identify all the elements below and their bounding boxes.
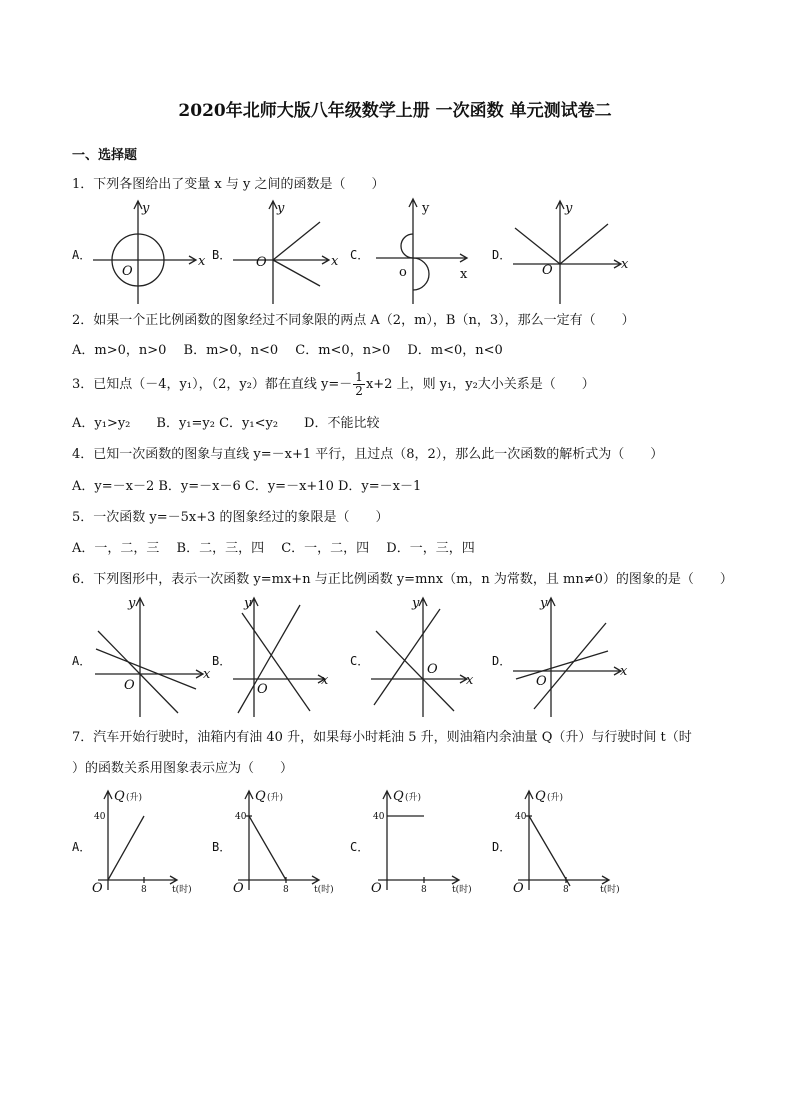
y-label: y <box>142 201 150 216</box>
x-label: x <box>331 254 339 269</box>
right-semicircle <box>413 258 429 290</box>
q3-fraction <box>353 371 365 398</box>
q6-graph-c <box>368 593 488 719</box>
question-3-stem <box>72 370 595 400</box>
x-label: x <box>203 667 211 682</box>
ray-down <box>273 260 320 286</box>
q7-option-c-label[interactable]: C． <box>350 840 370 854</box>
q1-graph-b <box>230 198 350 308</box>
q7-graph-c <box>370 786 485 898</box>
y-unit: (升) <box>547 793 564 803</box>
x-label: t(时) <box>600 885 620 895</box>
graph-line <box>529 816 570 886</box>
question-6-stem: 6．下列图形中，表示一次函数 y=mx+n 与正比例函数 y=mnx（m，n 为常数，且 mn≠0）的图象的是（ ） <box>72 572 733 587</box>
x-label: x <box>460 267 468 282</box>
y-tick-label: 40 <box>515 812 527 822</box>
q6-option-d-label[interactable]: D． <box>492 654 512 668</box>
q6-option-a-label[interactable]: A． <box>72 654 92 668</box>
q1-option-b-label[interactable]: B． <box>212 248 232 262</box>
q6-graph-a <box>90 593 220 719</box>
x-tick-label: 8 <box>563 885 569 895</box>
y-label: Q <box>114 789 125 804</box>
page-title: 2020年北师大版八年级数学上册 一次函数 单元测试卷二 <box>178 101 612 121</box>
x-label: x <box>321 673 329 688</box>
x-label: x <box>466 673 474 688</box>
q6-option-b-label[interactable]: B． <box>212 654 232 668</box>
origin-label: O <box>256 255 267 270</box>
origin-label: O <box>92 881 103 896</box>
y-tick-label: 40 <box>235 812 247 822</box>
question-4-choices[interactable]: A．y=－x－2 B．y=－x－6 C．y=－x+10 D．y=－x－1 <box>72 479 422 494</box>
origin-label: O <box>257 682 268 697</box>
y-label: y <box>244 596 252 611</box>
y-unit: (升) <box>126 793 143 803</box>
q1-option-a-label[interactable]: A． <box>72 248 92 262</box>
y-unit: (升) <box>267 793 284 803</box>
y-tick-label: 40 <box>373 812 385 822</box>
ray-right <box>560 224 608 264</box>
line-2 <box>534 623 606 709</box>
origin-label: O <box>536 674 547 689</box>
q1-graph-a <box>90 198 210 308</box>
q7-graph-d <box>510 786 630 898</box>
question-7-stem-line-2: ）的函数关系用图象表示应为（ ） <box>72 761 294 776</box>
section-heading: 一、选择题 <box>72 148 138 163</box>
question-5-choices[interactable]: A．一，二，三 B．二，三，四 C．一，二，四 D．一，三，四 <box>72 541 475 556</box>
q1-option-c-label[interactable]: C． <box>350 248 370 262</box>
q6-option-c-label[interactable]: C． <box>350 654 370 668</box>
origin-label: O <box>124 678 135 693</box>
q6-graph-d <box>510 593 640 719</box>
question-2-stem: 2．如果一个正比例函数的图象经过不同象限的两点 A（2，m），B（n，3），那么一定有（ ） <box>72 313 635 328</box>
y-label: y <box>422 201 430 216</box>
question-3-choices[interactable]: A．y₁>y₂ B．y₁=y₂ C．y₁<y₂ D．不能比较 <box>72 416 380 431</box>
q1-option-d-label[interactable]: D． <box>492 248 512 262</box>
question-5-stem: 5．一次函数 y=－5x+3 的图象经过的象限是（ ） <box>72 510 389 525</box>
graph-line <box>108 816 144 880</box>
x-tick-label: 8 <box>141 885 147 895</box>
line-1 <box>376 631 454 711</box>
graph-line <box>249 816 286 880</box>
y-label: y <box>128 596 136 611</box>
y-label: y <box>412 596 420 611</box>
q7-graph-b <box>230 786 345 898</box>
q7-option-a-label[interactable]: A． <box>72 840 92 854</box>
y-unit: (升) <box>405 793 422 803</box>
y-label: Q <box>255 789 266 804</box>
question-4-stem: 4．已知一次函数的图象与直线 y=－x+1 平行，且过点（8，2），那么此一次函数的解析式为（ ） <box>72 447 664 462</box>
y-tick-label: 40 <box>94 812 106 822</box>
q3-stem-pre: 3．已知点（－4，y₁），（2，y₂）都在直线 y=－ <box>72 377 353 392</box>
q7-option-b-label[interactable]: B． <box>212 840 232 854</box>
y-label: y <box>540 596 548 611</box>
line-2 <box>374 609 440 705</box>
line-2 <box>96 649 196 689</box>
y-label: y <box>565 201 573 216</box>
x-label: x <box>620 664 628 679</box>
question-1-stem: 1．下列各图给出了变量 x 与 y 之间的函数是（ ） <box>72 177 385 192</box>
q7-graph-a <box>90 786 205 898</box>
q3-stem-post: x+2 上，则 y₁，y₂大小关系是（ ） <box>365 377 595 392</box>
question-7-stem-line-1: 7．汽车开始行驶时，油箱内有油 40 升，如果每小时耗油 5 升，则油箱内余油量 Q（升）与行驶时间 t（时 <box>72 730 692 745</box>
origin-label: O <box>513 881 524 896</box>
left-semicircle <box>401 234 413 258</box>
ray-left <box>515 228 560 264</box>
y-label: Q <box>393 789 404 804</box>
origin-label: O <box>371 881 382 896</box>
q3-fraction-den: 2 <box>355 384 363 398</box>
ray-up <box>273 222 320 260</box>
origin-label: O <box>427 662 438 677</box>
x-tick-label: 8 <box>421 885 427 895</box>
q1-graph-c <box>368 196 488 308</box>
origin-label: o <box>399 265 407 280</box>
x-label: t(时) <box>172 885 192 895</box>
x-label: t(时) <box>314 885 334 895</box>
question-2-choices[interactable]: A．m>0，n>0 B．m>0，n<0 C．m<0，n>0 D．m<0，n<0 <box>72 343 503 358</box>
y-label: Q <box>535 789 546 804</box>
origin-label: O <box>542 263 553 278</box>
origin-label: O <box>233 881 244 896</box>
q3-fraction-num: 1 <box>355 370 363 384</box>
x-tick-label: 8 <box>283 885 289 895</box>
line-1 <box>242 613 310 711</box>
q1-graph-d <box>510 198 640 308</box>
line-1 <box>98 631 178 713</box>
y-label: y <box>277 201 285 216</box>
q6-graph-b <box>230 593 350 719</box>
q7-option-d-label[interactable]: D． <box>492 840 512 854</box>
x-label: t(时) <box>452 885 472 895</box>
x-label: x <box>198 254 206 269</box>
origin-label: O <box>122 264 133 279</box>
x-label: x <box>621 257 629 272</box>
